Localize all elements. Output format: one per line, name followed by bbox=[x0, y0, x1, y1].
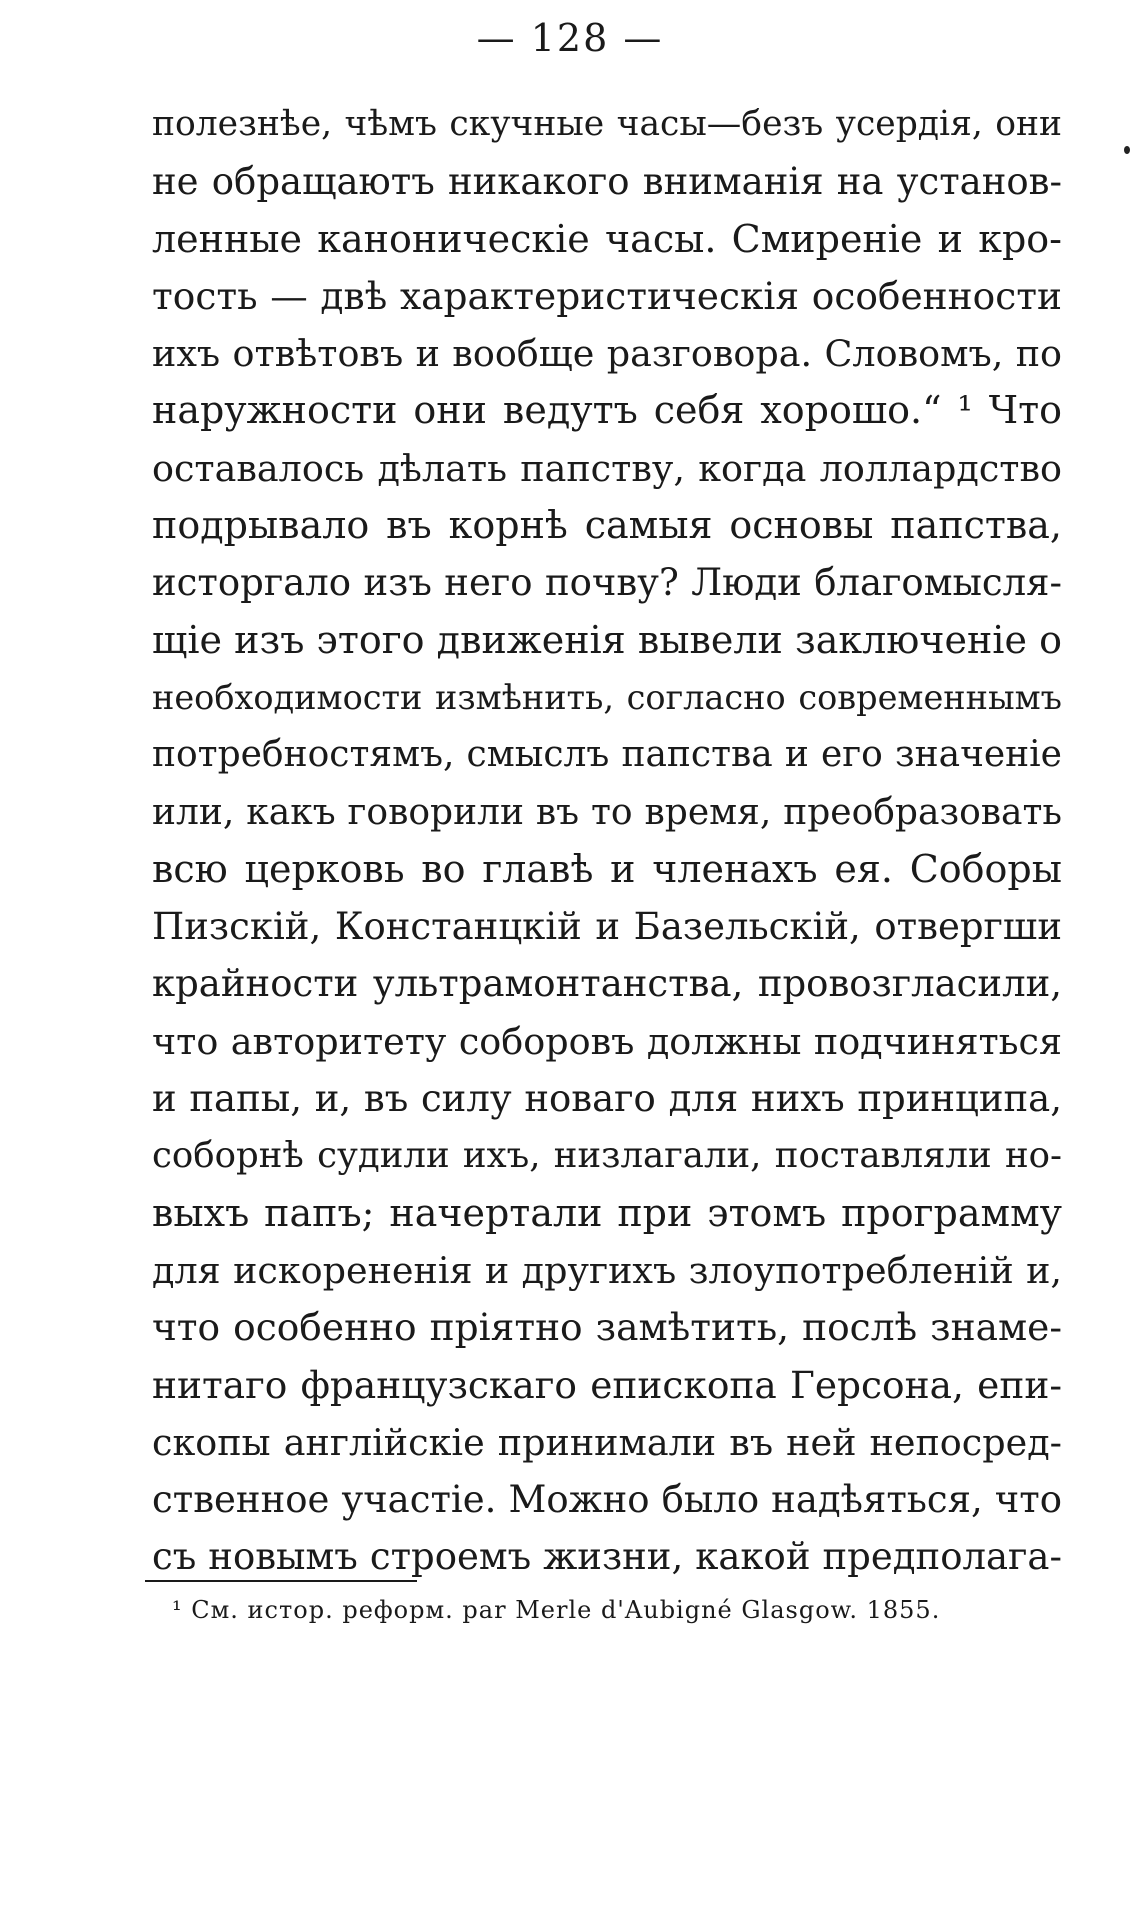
text-line: что авторитету соборовъ должны подчиняться bbox=[152, 1019, 1062, 1063]
text-line: ленные каноническіе часы. Смиреніе и кро- bbox=[152, 216, 1062, 261]
footnote-divider bbox=[145, 1580, 417, 1582]
text-line: нитаго французскаго епископа Герсона, епи- bbox=[152, 1362, 1062, 1407]
body-text bbox=[152, 96, 1062, 1586]
text-line: и папы, и, въ силу новаго для нихъ принципа, bbox=[152, 1077, 1062, 1121]
text-line: наружности они ведутъ себя хорошо.“ ¹ Что bbox=[152, 388, 1062, 433]
text-line: необходимости измѣнить, согласно современнымъ bbox=[152, 677, 1062, 717]
text-line: ихъ отвѣтовъ и вообще разговора. Словомъ, по bbox=[152, 332, 1062, 376]
text-line: потребностямъ, смыслъ папства и его значеніе bbox=[152, 734, 1062, 776]
text-line: выхъ папъ; начертали при этомъ программу bbox=[152, 1190, 1062, 1235]
text-line: полезнѣе, чѣмъ скучные часы—безъ усердія, они bbox=[152, 104, 1062, 144]
text-line: ственное участіе. Можно было надѣяться, что bbox=[152, 1478, 1062, 1522]
footnote: ¹ См. истор. реформ. par Merle d'Aubigné Glasgow. 1855. bbox=[172, 1596, 941, 1624]
text-line: крайности ультрамонтанства, провозгласили, bbox=[152, 962, 1062, 1006]
text-line: что особенно пріятно замѣтить, послѣ знаме- bbox=[152, 1305, 1062, 1350]
text-line: или, какъ говорили въ то время, преобразовать bbox=[152, 791, 1062, 833]
text-line: не обращаютъ никакого вниманія на установ- bbox=[152, 160, 1062, 204]
text-line: оставалось дѣлать папству, когда лоллардство bbox=[152, 446, 1062, 490]
text-line: скопы англійскіе принимали въ ней непосред- bbox=[152, 1420, 1062, 1464]
text-line: для искорененія и другихъ злоупотребленій и, bbox=[152, 1248, 1062, 1292]
text-line: щіе изъ этого движенія вывели заключеніе о bbox=[152, 617, 1062, 662]
text-line: соборнѣ судили ихъ, низлагали, поставляли но- bbox=[152, 1135, 1062, 1177]
text-line: исторгало изъ него почву? Люди благомысля- bbox=[152, 561, 1062, 605]
page-number: — 128 — bbox=[476, 16, 664, 60]
text-line: всю церковь во главѣ и членахъ ея. Соборы bbox=[152, 846, 1062, 891]
text-line: Пизскій, Констанцкій и Базельскій, отвергши bbox=[152, 905, 1062, 949]
text-line: тость — двѣ характеристическія особенности bbox=[152, 273, 1062, 318]
text-line: подрывало въ корнѣ самыя основы папства, bbox=[152, 503, 1062, 548]
text-line: съ новымъ строемъ жизни, какой предполага- bbox=[152, 1535, 1062, 1579]
ink-speck bbox=[1124, 146, 1130, 154]
